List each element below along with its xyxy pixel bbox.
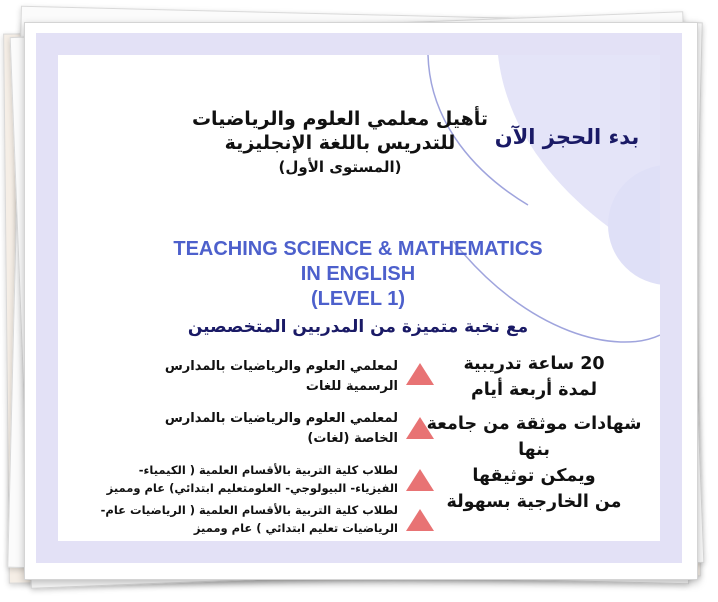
english-title-line: TEACHING SCIENCE & MATHEMATICS [173,238,543,260]
certificate-line: ويمكن توثيقها [472,466,596,486]
audience-line: الخاصة (لغات) [307,431,398,446]
audience-text [86,501,398,537]
audience-line: الرسمية للغات [305,379,398,394]
poster-content [58,55,660,541]
certificate-line: من الخارجية بسهولة [446,492,622,512]
audience-line: لطلاب كلية التربية بالأقسام العلمية ( الرياضيات عام- [100,503,398,517]
audience-line: لطلاب كلية التربية بالأقسام العلمية ( الكيمياء- [138,463,398,477]
trainers-subtitle: مع نخبة متميزة من المدربين المتخصصين [187,317,529,337]
audience-item [86,461,434,501]
audience-text [86,409,398,449]
english-title [98,237,618,312]
audience-line: الرياضيات تعليم ابتدائي ) عام ومميز [193,521,398,535]
audience-text [86,357,398,397]
audience-item [86,357,434,401]
arabic-title [150,107,530,179]
english-title-line: IN ENGLISH [300,263,416,285]
audience-line: لمعلمي العلوم والرياضيات بالمدارس [164,411,398,426]
certificate-line: شهادات موثقة من جامعة بنها [426,414,642,460]
audience-text [86,461,398,497]
english-level: (LEVEL 1) [310,288,406,310]
audience-line: لمعلمي العلوم والرياضيات بالمدارس [164,359,398,374]
arabic-title-line: للتدريس باللغة الإنجليزية [224,132,456,154]
course-duration: لمدة أربعة أيام [470,380,598,400]
audience-line: الفيزياء- البيولوجي- العلومتعليم ابتدائي) عام ومميز [106,481,398,495]
audience-item [86,501,434,541]
arabic-title-line: تأهيل معلمي العلوم والرياضيات [191,108,489,130]
poster [36,33,682,563]
book-now-text: بدء الحجز الآن [494,125,640,149]
training-hours: 20 ساعة تدريبية [463,354,605,374]
arabic-level: (المستوى الأول) [278,158,402,176]
audience-item [86,409,434,453]
course-info [418,351,650,515]
